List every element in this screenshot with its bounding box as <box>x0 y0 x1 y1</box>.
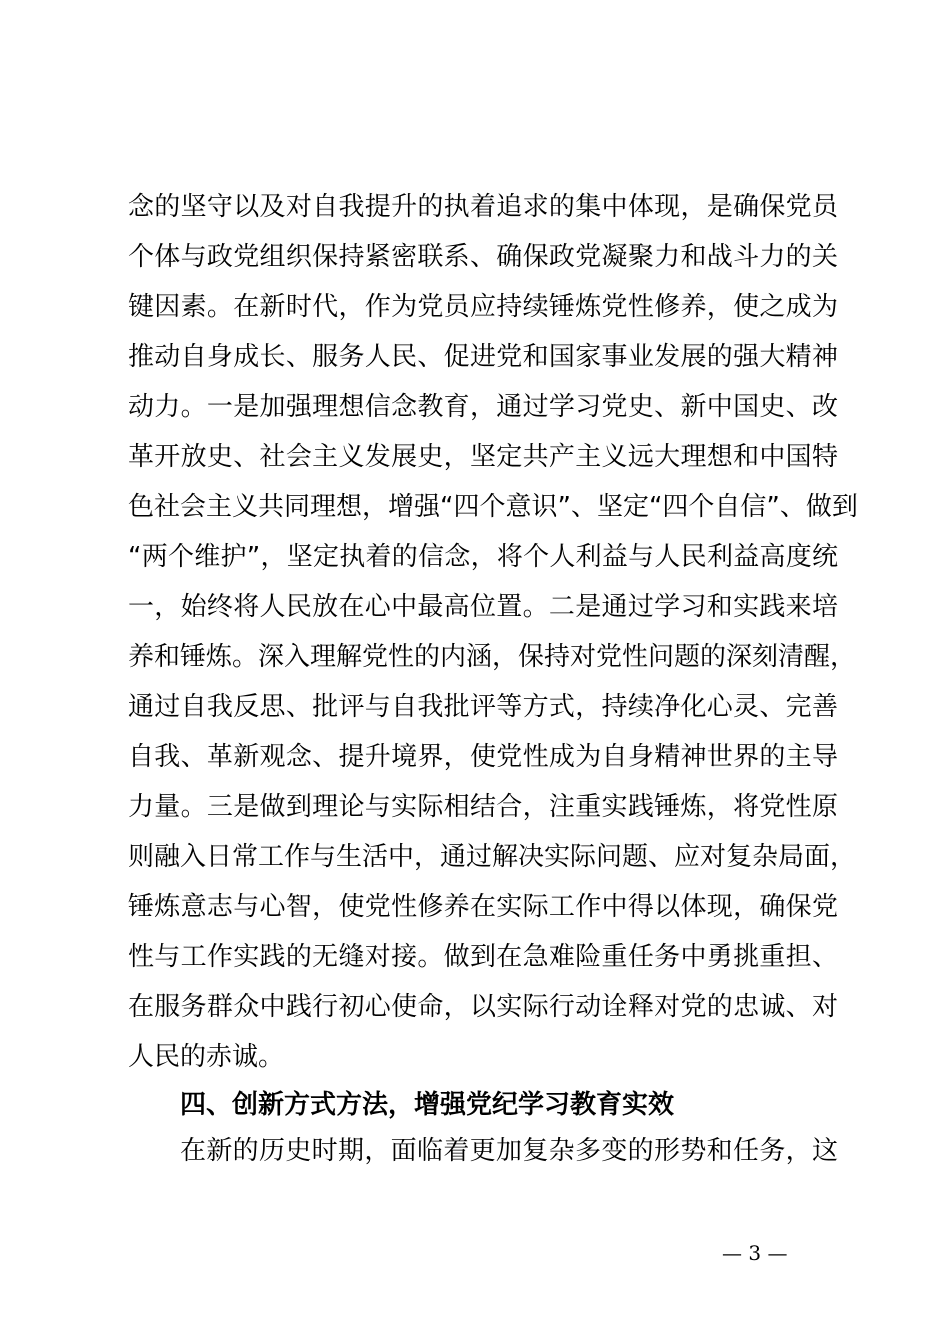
body-line: 自我、革新观念、提升境界，使党性成为自身精神世界的主导 <box>128 742 838 772</box>
paragraph-first-line: 在新的历史时期，面临着更加复杂多变的形势和任务，这 <box>180 1136 838 1166</box>
body-line: 革开放史、社会主义发展史，坚定共产主义远大理想和中国特 <box>128 442 838 472</box>
body-text <box>128 182 858 1082</box>
body-line: 念的坚守以及对自我提升的执着追求的集中体现，是确保党员 <box>128 192 838 222</box>
body-line: 锤炼意志与心智，使党性修养在实际工作中得以体现，确保党 <box>128 892 838 922</box>
body-line: 动力。一是加强理想信念教育，通过学习党史、新中国史、改 <box>128 392 838 422</box>
body-line: 通过自我反思、批评与自我批评等方式，持续净化心灵、完善 <box>128 692 838 722</box>
body-line: 色社会主义共同理想，增强“四个意识”、坚定“四个自信”、做到 <box>128 492 858 522</box>
body-line: 个体与政党组织保持紧密联系、确保政党凝聚力和战斗力的关 <box>128 242 838 272</box>
body-line: 则融入日常工作与生活中，通过解决实际问题、应对复杂局面， <box>128 842 857 872</box>
section-heading: 四、创新方式方法，增强党纪学习教育实效 <box>180 1090 675 1120</box>
body-line: 人民的赤诚。 <box>128 1042 285 1072</box>
body-line: 力量。三是做到理论与实际相结合，注重实践锤炼，将党性原 <box>128 792 838 822</box>
body-line: 一，始终将人民放在心中最高位置。二是通过学习和实践来培 <box>128 592 838 622</box>
body-line: 在服务群众中践行初心使命，以实际行动诠释对党的忠诚、对 <box>128 992 838 1022</box>
body-line: 性与工作实践的无缝对接。做到在急难险重任务中勇挑重担、 <box>128 942 838 972</box>
body-line: 键因素。在新时代，作为党员应持续锤炼党性修养，使之成为 <box>128 292 838 322</box>
body-line: 养和锤炼。深入理解党性的内涵，保持对党性问题的深刻清醒， <box>128 642 857 672</box>
body-line: 推动自身成长、服务人民、促进党和国家事业发展的强大精神 <box>128 342 838 372</box>
body-line: “两个维护”，坚定执着的信念，将个人利益与人民利益高度统 <box>128 542 838 572</box>
page-number: — 3 — <box>722 1241 788 1265</box>
